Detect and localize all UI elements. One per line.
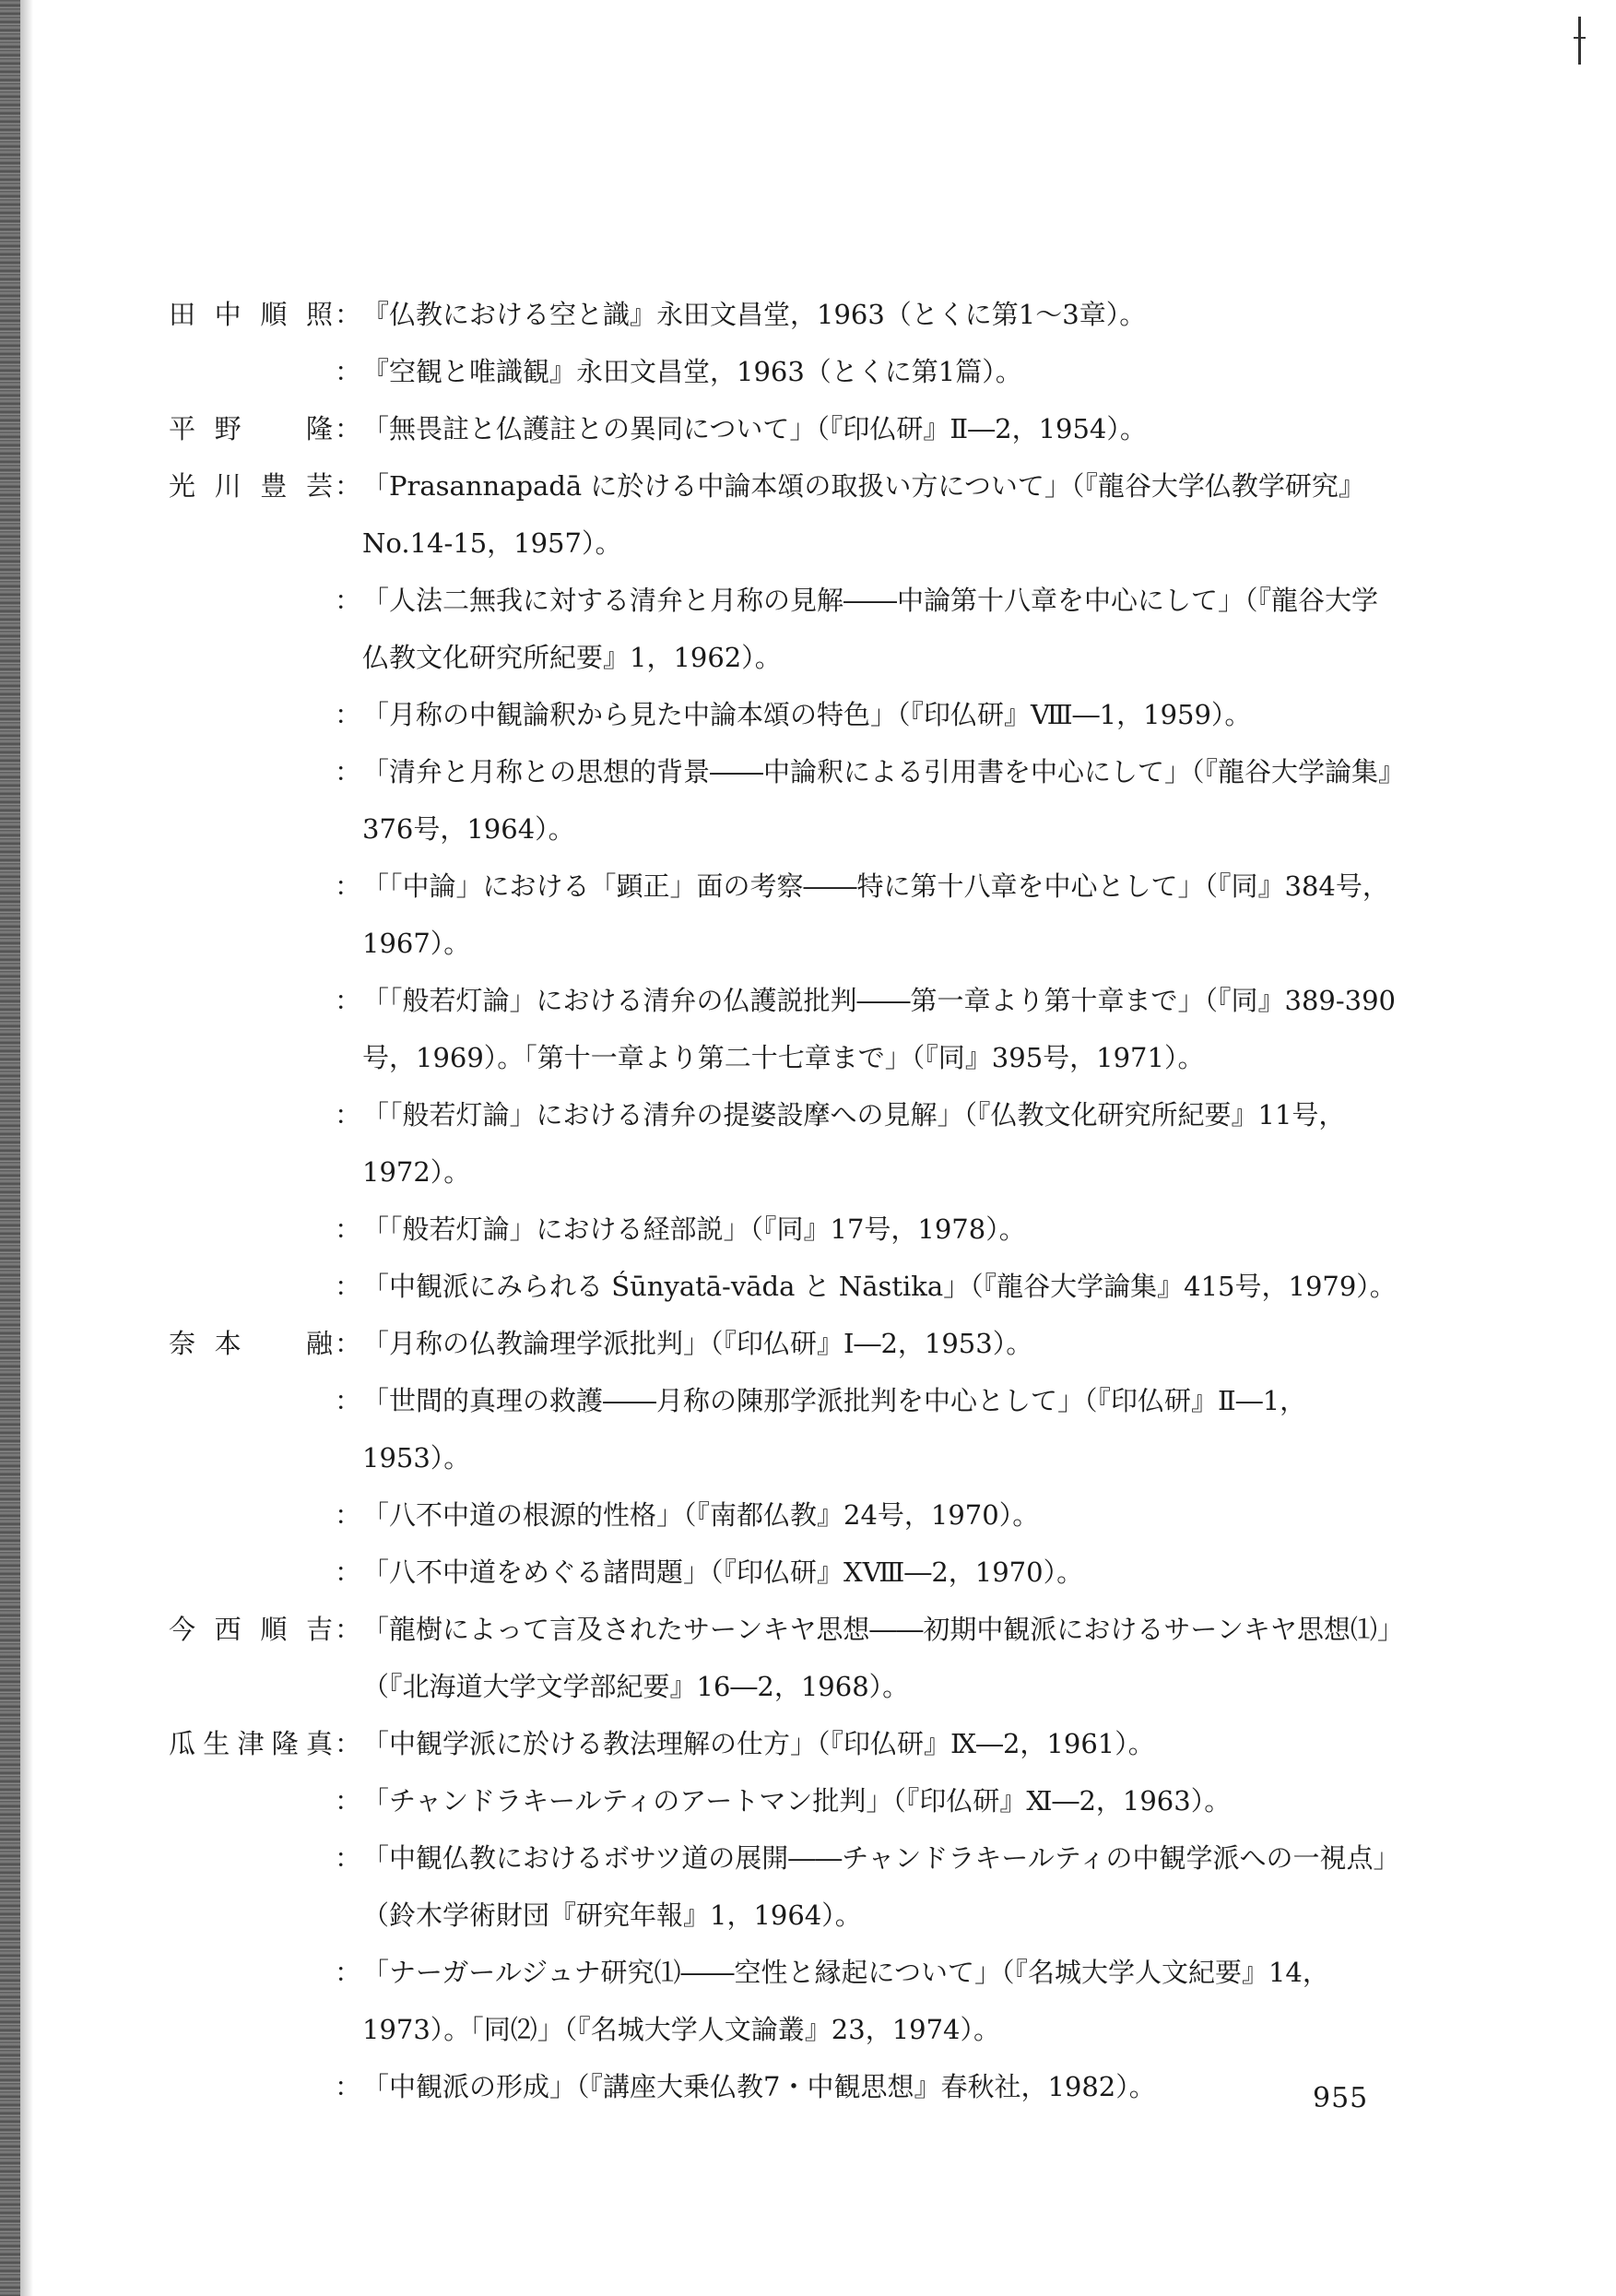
work-citation — [335, 743, 1404, 858]
scan-binding-edge — [0, 0, 20, 2296]
work-text: 『仏教における空と識』永田文昌堂，1963（とくに第1～3章）。 — [362, 299, 1147, 330]
work-citation — [335, 572, 1404, 686]
scan-corner-tick — [1574, 37, 1586, 39]
work-citation — [335, 1772, 1404, 1829]
bibliography-entry — [169, 457, 1404, 1315]
scan-corner-mark — [1578, 17, 1581, 65]
colon-separator: ： — [335, 1499, 362, 1531]
work-text: 「清弁と月称との思想的背景――中論釈による引用書を中心にして」（『龍谷大学論集』376号，1964）。 — [362, 756, 1392, 845]
work-citation — [335, 686, 1404, 743]
work-text: 「ナーガールジュナ研究⑴――空性と縁起について」（『名城大学人文紀要』14，1973）。「同⑵」（『名城大学人文論叢』23，1974）。 — [362, 1957, 1329, 2045]
bibliography-entry — [169, 286, 1404, 400]
colon-separator: ： — [335, 299, 362, 330]
colon-separator: ： — [335, 1785, 362, 1817]
work-citation — [335, 1315, 1404, 1372]
colon-separator: ： — [335, 470, 362, 502]
work-citation — [335, 457, 1404, 572]
colon-separator: ： — [335, 1213, 362, 1245]
author-name: 今西順吉 — [169, 1614, 335, 1645]
work-citation — [335, 1544, 1404, 1601]
work-citation — [335, 1372, 1404, 1486]
work-text: 「Prasannapadā に於ける中論本頌の取扱い方について」（『龍谷大学仏教学研究』No.14-15，1957）。 — [362, 470, 1365, 559]
work-citation — [335, 1829, 1404, 1944]
colon-separator: ： — [335, 1099, 362, 1130]
bibliography-entry — [169, 1601, 1404, 1715]
work-citation — [335, 858, 1404, 972]
bibliography-entry — [169, 400, 1404, 457]
colon-separator: ： — [335, 1556, 362, 1588]
work-text: 「「中論」における「顕正」面の考察――特に第十八章を中心として」（『同』384号，1967）。 — [362, 870, 1389, 959]
colon-separator: ： — [335, 413, 362, 444]
page-number: 955 — [1313, 2082, 1369, 2114]
work-text: 「八不中道をめぐる諸問題」（『印仏研』XⅧ―2，1970）。 — [362, 1556, 1084, 1588]
colon-separator: ： — [335, 2071, 362, 2102]
work-text: 「人法二無我に対する清弁と月称の見解――中論第十八章を中心にして」（『龍谷大学仏教文化研究所紀要』1，1962）。 — [362, 585, 1379, 673]
author-name: 瓜生津隆真 — [169, 1728, 335, 1759]
work-text: 「チャンドラキールティのアートマン批判」（『印仏研』Ⅺ―2，1963）。 — [362, 1785, 1232, 1817]
work-text: 「無畏註と仏護註との異同について」（『印仏研』Ⅱ―2，1954）。 — [362, 413, 1147, 444]
work-citation — [335, 286, 1404, 343]
scan-binding-shadow — [20, 0, 33, 2296]
work-text: 「中観派にみられる Śūnyatā-vāda と Nāstika」（『龍谷大学論集』415号，1979）。 — [362, 1271, 1397, 1302]
work-text: 「中観学派に於ける教法理解の仕方」（『印仏研』Ⅸ―2，1961）。 — [362, 1728, 1155, 1759]
colon-separator: ： — [335, 699, 362, 730]
bibliography-list — [169, 286, 1404, 2115]
colon-separator: ： — [335, 1328, 362, 1359]
author-name: 平野 隆 — [169, 413, 335, 444]
author-name: 田中順照 — [169, 299, 335, 330]
work-citation — [335, 1715, 1404, 1772]
colon-separator: ： — [335, 1728, 362, 1759]
work-citation — [335, 2058, 1404, 2115]
colon-separator: ： — [335, 1385, 362, 1416]
work-text: 『空観と唯識観』永田文昌堂，1963（とくに第1篇）。 — [362, 356, 1022, 387]
work-citation — [335, 1944, 1404, 2058]
work-citation — [335, 1086, 1404, 1201]
work-citation — [335, 1601, 1404, 1715]
bibliography-entry — [169, 1715, 1404, 2115]
colon-separator: ： — [335, 1957, 362, 1988]
work-citation — [335, 400, 1404, 457]
work-citation — [335, 1201, 1404, 1258]
work-text: 「月称の中観論釈から見た中論本頌の特色」（『印仏研』Ⅷ―1，1959）。 — [362, 699, 1252, 730]
colon-separator: ： — [335, 1271, 362, 1302]
work-text: 「八不中道の根源的性格」（『南都仏教』24号，1970）。 — [362, 1499, 1040, 1531]
work-text: 「「般若灯論」における清弁の仏護説批判――第一章より第十章まで」（『同』389-390号，1969）。「第十一章より第二十七章まで」（『同』395号，1971）。 — [362, 985, 1397, 1073]
work-citation — [335, 1258, 1404, 1315]
author-name: 光川豊芸 — [169, 470, 335, 502]
work-text: 「月称の仏教論理学派批判」（『印仏研』Ⅰ―2，1953）。 — [362, 1328, 1033, 1359]
work-text: 「中観派の形成」（『講座大乗仏教7・中観思想』春秋社，1982）。 — [362, 2071, 1156, 2102]
colon-separator: ： — [335, 756, 362, 787]
colon-separator: ： — [335, 1614, 362, 1645]
work-text: 「中観仏教におけるボサツ道の展開――チャンドラキールティの中観学派への一視点」（鈴木学術財団『研究年報』1，1964）。 — [362, 1842, 1400, 1931]
work-text: 「世間的真理の救護――月称の陳那学派批判を中心として」（『印仏研』Ⅱ―1，1953）。 — [362, 1385, 1307, 1473]
colon-separator: ： — [335, 870, 362, 902]
work-text: 「「般若灯論」における経部説」（『同』17号，1978）。 — [362, 1213, 1026, 1245]
colon-separator: ： — [335, 356, 362, 387]
work-citation — [335, 1486, 1404, 1544]
colon-separator: ： — [335, 985, 362, 1016]
work-citation — [335, 972, 1404, 1086]
work-text: 「龍樹によって言及されたサーンキヤ思想――初期中観派におけるサーンキヤ思想⑴」（『北海道大学文学部紀要』16―2，1968）。 — [362, 1614, 1404, 1702]
work-text: 「「般若灯論」における清弁の提婆設摩への見解」（『仏教文化研究所紀要』11号，1972）。 — [362, 1099, 1346, 1188]
work-citation — [335, 343, 1404, 400]
author-name: 奈本 融 — [169, 1328, 335, 1359]
colon-separator: ： — [335, 585, 362, 616]
bibliography-entry — [169, 1315, 1404, 1601]
colon-separator: ： — [335, 1842, 362, 1874]
